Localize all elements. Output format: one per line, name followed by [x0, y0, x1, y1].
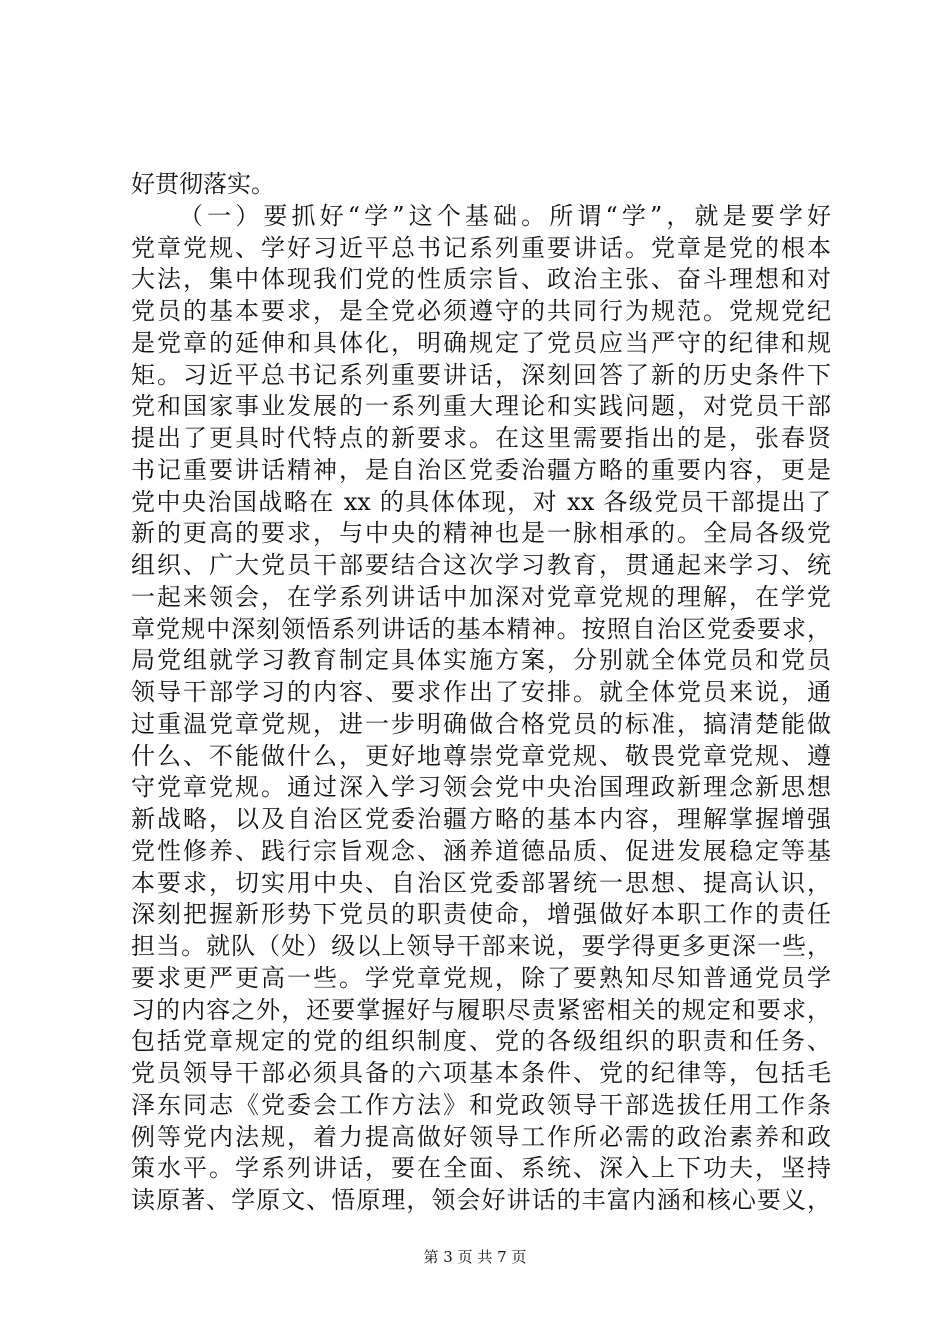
text-line: 要求更严更高一些。学党章党规，除了要熟知尽知普通党员学: [131, 963, 831, 992]
text-line: 习的内容之外，还要掌握好与履职尽责紧密相关的规定和要求，: [131, 995, 831, 1024]
text-line: 党员领导干部必须具备的六项基本条件、党的纪律等，包括毛: [131, 1059, 831, 1087]
body-text: [131, 169, 831, 1217]
text-line: 泽东同志《党委会工作方法》和党政领导干部选拔任用工作条: [131, 1090, 831, 1119]
text-line: 守党章党规。通过深入学习领会党中央治国理政新理念新思想: [131, 773, 831, 802]
paragraph-start-line: （一）要抓好“学”这个基础。所谓“学”，就是要学好: [179, 201, 831, 230]
text-line: 党员的基本要求，是全党必须遵守的共同行为规范。党规党纪: [131, 297, 831, 325]
text-line: 好贯彻落实。: [131, 170, 275, 198]
text-line: 大法，集中体现我们党的性质宗旨、政治主张、奋斗理想和对: [131, 265, 831, 294]
text-line: 过重温党章党规，进一步明确做合格党员的标准，搞清楚能做: [131, 709, 831, 738]
text-line: 包括党章规定的党的组织制度、党的各级组织的职责和任务、: [131, 1027, 831, 1056]
text-line: 章党规中深刻领悟系列讲话的基本精神。按照自治区党委要求，: [131, 614, 831, 643]
text-line: 策水平。学系列讲话，要在全面、系统、深入上下功夫，坚持: [131, 1154, 831, 1183]
text-line: 新战略，以及自治区党委治疆方略的基本内容，理解掌握增强: [131, 805, 831, 833]
text-line: 提出了更具时代特点的新要求。在这里需要指出的是，张春贤: [131, 424, 831, 452]
text-line: 什么、不能做什么，更好地尊崇党章党规、敬畏党章党规、遵: [131, 741, 831, 770]
text-line: 党中央治国战略在 xx 的具体体现，对 xx 各级党员干部提出了: [131, 487, 831, 516]
text-line: 新的更高的要求，与中央的精神也是一脉相承的。全局各级党: [131, 519, 831, 548]
text-line: 例等党内法规，着力提高做好领导工作所必需的政治素养和政: [131, 1122, 831, 1151]
text-line: 党性修养、践行宗旨观念、涵养道德品质、促进发展稳定等基: [131, 836, 831, 865]
text-line: 担当。就队（处）级以上领导干部来说，要学得更多更深一些，: [131, 932, 831, 960]
text-line: 深刻把握新形势下党员的职责使命，增强做好本职工作的责任: [131, 900, 831, 929]
text-line: 党章党规、学好习近平总书记系列重要讲话。党章是党的根本: [131, 233, 831, 262]
text-line: 组织、广大党员干部要结合这次学习教育，贯通起来学习、统: [131, 551, 831, 579]
text-line: 矩。习近平总书记系列重要讲话，深刻回答了新的历史条件下: [131, 360, 831, 389]
text-line: 党和国家事业发展的一系列重大理论和实践问题，对党员干部: [131, 392, 831, 421]
text-line: 读原著、学原文、悟原理，领会好讲话的丰富内涵和核心要义，: [131, 1186, 831, 1214]
page-number-footer: 第 3 页 共 7 页: [423, 1248, 527, 1266]
text-line: 本要求，切实用中央、自治区党委部署统一思想、提高认识，: [131, 868, 831, 897]
text-line: 领导干部学习的内容、要求作出了安排。就全体党员来说，通: [131, 678, 831, 706]
text-line: 是党章的延伸和具体化，明确规定了党员应当严守的纪律和规: [131, 328, 831, 357]
text-line: 一起来领会，在学系列讲话中加深对党章党规的理解，在学党: [131, 582, 831, 611]
text-line: 书记重要讲话精神，是自治区党委治疆方略的重要内容，更是: [131, 455, 831, 484]
text-line: 局党组就学习教育制定具体实施方案，分别就全体党员和党员: [131, 646, 831, 675]
